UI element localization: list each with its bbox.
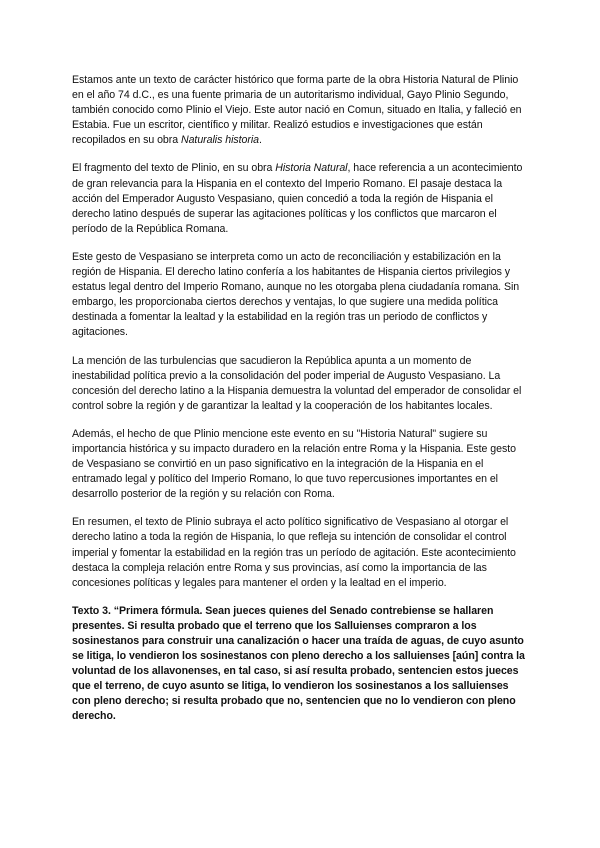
paragraph-2: El fragmento del texto de Plinio, en su obra Historia Natural, hace referencia a un acontecimiento de gran relevancia para la Hispania en el contexto del Imperio Romano. El pasaje destaca la acción del Emperador Augusto Vespasiano, quien concedió a toda la región de Hispania el derecho latino después de superar las agitaciones políticas y los conflictos que marcaron el período de la República Romana. bbox=[72, 162, 523, 235]
document-page bbox=[72, 73, 529, 725]
paragraph-5: Además, el hecho de que Plinio mencione este evento en su "Historia Natural" sugiere su importancia histórica y su impacto duradero en la relación entre Roma y la Hispania. Este gesto de Vespasiano se convirtió en un paso significativo en la integración de la Hispania en el entramado legal y político del Imperio Romano, lo que tuvo repercusiones importantes en el desarrollo posterior de la región y su relación con Roma. bbox=[72, 427, 516, 501]
paragraph-6: En resumen, el texto de Plinio subraya el acto político significativo de Vespasiano al otorgar el derecho latino a toda la región de Hispania, lo que refleja su intención de consolidar el control imperial y fomentar la estabilidad en la región tras un período de agitación. Este acontecimiento destaca la compleja relación entre Roma y sus provincias, así como la importancia de las concesiones políticas y legales para mantener el orden y la lealtad en el imperio. bbox=[72, 516, 516, 589]
paragraph-1: Estamos ante un texto de carácter histórico que forma parte de la obra Historia Natural de Plinio en el año 74 d.C., es una fuente primaria de un autoritarismo individual, Gayo Plinio Segundo, también conocido como Plinio el Viejo. Este autor nació en Comun, situado en Italia, y falleció en Estabia. Fue un escritor, científico y militar. Realizó estudios e investigaciones que están recopilados en su obra Naturalis historia. bbox=[72, 74, 522, 147]
paragraph-3: Este gesto de Vespasiano se interpreta como un acto de reconciliación y estabilización en la región de Hispania. El derecho latino confería a los habitantes de Hispania ciertos privilegios y estatus legal dentro del Imperio Romano, aunque no les otorgaba plena ciudadanía romana. Sin embargo, les proporcionaba ciertos derechos y ventajas, lo que sugiere una medida política destinada a fomentar la lealtad y la estabilidad en la región tras un periodo de conflictos y agitaciones. bbox=[72, 250, 520, 339]
paragraph-4: La mención de las turbulencias que sacudieron la República apunta a un momento de inestabilidad política previo a la consolidación del poder imperial de Augusto Vespasiano. La concesión del derecho latino a la Hispania demuestra la voluntad del emperador de consolidar el control sobre la región y de garantizar la lealtad y la cooperación de los habitantes locales. bbox=[72, 354, 522, 412]
text-3-bold-paragraph: Texto 3. “Primera fórmula. Sean jueces quienes del Senado contrebiense se hallaren presentes. Si resulta probado que el terreno que los Salluienses compraron a los sosinestanos para construir una canalización o hacer una traída de aguas, de cuyo asunto se litiga, lo vendieron los sosinestanos con pleno derecho a los salluienses [aún] contra la voluntad de los allavonenses, en tal caso, si así resulta probado, sentencien estos jueces que el terreno, de cuyo asunto se litiga, lo vendieron los sosinestanos a los salluienses con pleno derecho; si resulta probado que no, sentencien que no lo vendieron con pleno derecho. bbox=[72, 604, 525, 723]
